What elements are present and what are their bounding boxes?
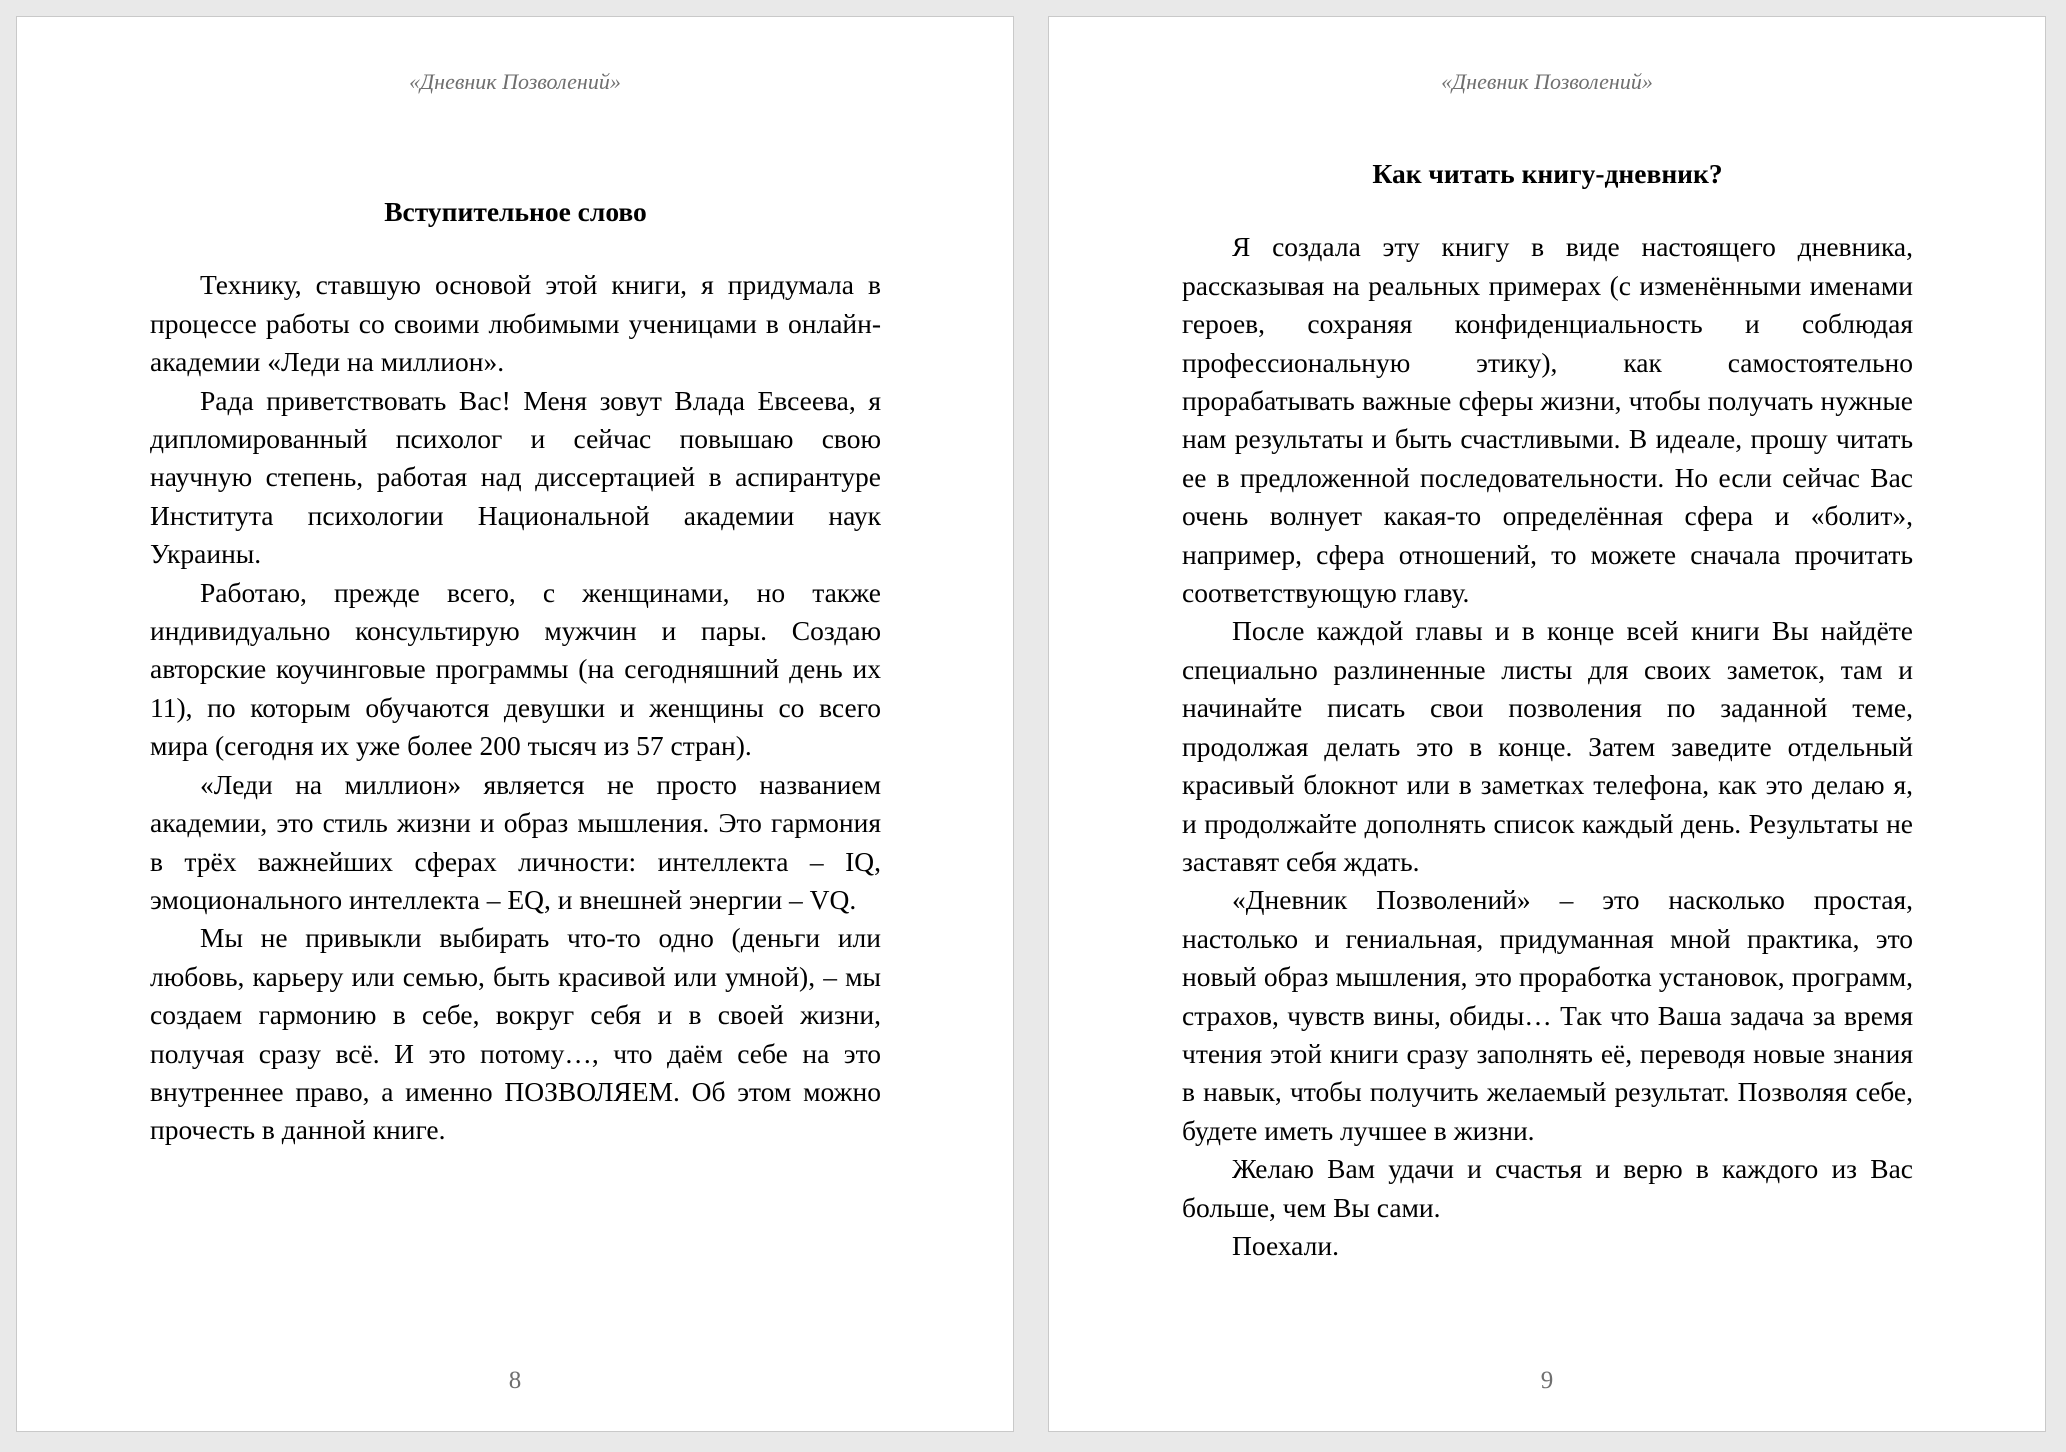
paragraph: Работаю, прежде всего, с женщинами, но также индивидуально консультирую мужчин и пары. Создаю авторские коучинговые программы (на сегодняшний день их 11), по которым обучаются девушки и женщины со всего мира (сегодня их уже более 200 тысяч из 57 стран).: [150, 576, 881, 762]
page-content: [150, 193, 881, 1150]
chapter-title: Как читать книгу-дневник?: [1372, 158, 1723, 189]
running-header: «Дневник Позволений»: [409, 69, 621, 94]
chapter-title: Вступительное слово: [384, 196, 647, 227]
page-number: 8: [508, 1367, 522, 1394]
running-header: «Дневник Позволений»: [1441, 69, 1653, 94]
paragraph: После каждой главы и в конце всей книги Вы найдёте специально разлиненные листы для своих заметок, там и начинайте писать свои позволения по заданной теме, продолжая делать это в конце. Затем заведите отдельный красивый блокнот или в заметках телефона, как это делаю я, и продолжайте дополнять список каждый день. Результаты не заставят себя ждать.: [1182, 615, 1913, 877]
page-left: [16, 16, 1014, 1432]
paragraph: Рада приветствовать Вас! Меня зовут Влада Евсеева, я дипломированный психолог и сейчас повышаю свою научную степень, работая над диссертацией в аспирантуре Института психологии Национальной академии наук Украины.: [150, 384, 881, 570]
paragraph: Желаю Вам удачи и счастья и верю в каждого из Вас больше, чем Вы сами.: [1182, 1153, 1913, 1223]
page-content: [1182, 155, 1913, 1265]
paragraph: Я создала эту книгу в виде настоящего дневника, рассказывая на реальных примерах (с изменёнными именами героев, сохраняя конфиденциальность и соблюдая профессиональную этику), как самостоятельно прорабатывать важные сферы жизни, чтобы получать нужные нам результаты и быть счастливыми. В идеале, прошу читать ее в предложенной последовательности. Но если сейчас Вас очень волнует какая-то определённая сфера и «болит», например, сфера отношений, то можете сначала прочитать соответствующую главу.: [1182, 231, 1913, 609]
page-right: [1048, 16, 2046, 1432]
paragraph: Мы не привыкли выбирать что-то одно (деньги или любовь, карьеру или семью, быть красивой или умной), – мы создаем гармонию в себе, вокруг себя и в своей жизни, получая сразу всё. И это потому…, что даём себе на это внутреннее право, а именно ПОЗВОЛЯЕМ. Об этом можно прочесть в данной книге.: [150, 922, 881, 1146]
paragraph: Технику, ставшую основой этой книги, я придумала в процессе работы со своими любимыми ученицами в онлайн-академии «Леди на миллион».: [150, 269, 881, 378]
page-number: 9: [1540, 1367, 1554, 1394]
paragraph: «Дневник Позволений» – это насколько простая, настолько и гениальная, придуманная мной практика, это новый образ мышления, это проработка установок, программ, страхов, чувств вины, обиды… Так что Ваша задача за время чтения этой книги сразу заполнять её, переводя новые знания в навык, чтобы получить желаемый результат. Позволяя себе, будете иметь лучшее в жизни.: [1182, 884, 1913, 1146]
paragraph: Поехали.: [1232, 1229, 1339, 1261]
paragraph: «Леди на миллион» является не просто названием академии, это стиль жизни и образ мышления. Это гармония в трёх важнейших сферах личности: интеллекта – IQ, эмоционального интеллекта – EQ, и внешней энергии – VQ.: [150, 768, 881, 915]
